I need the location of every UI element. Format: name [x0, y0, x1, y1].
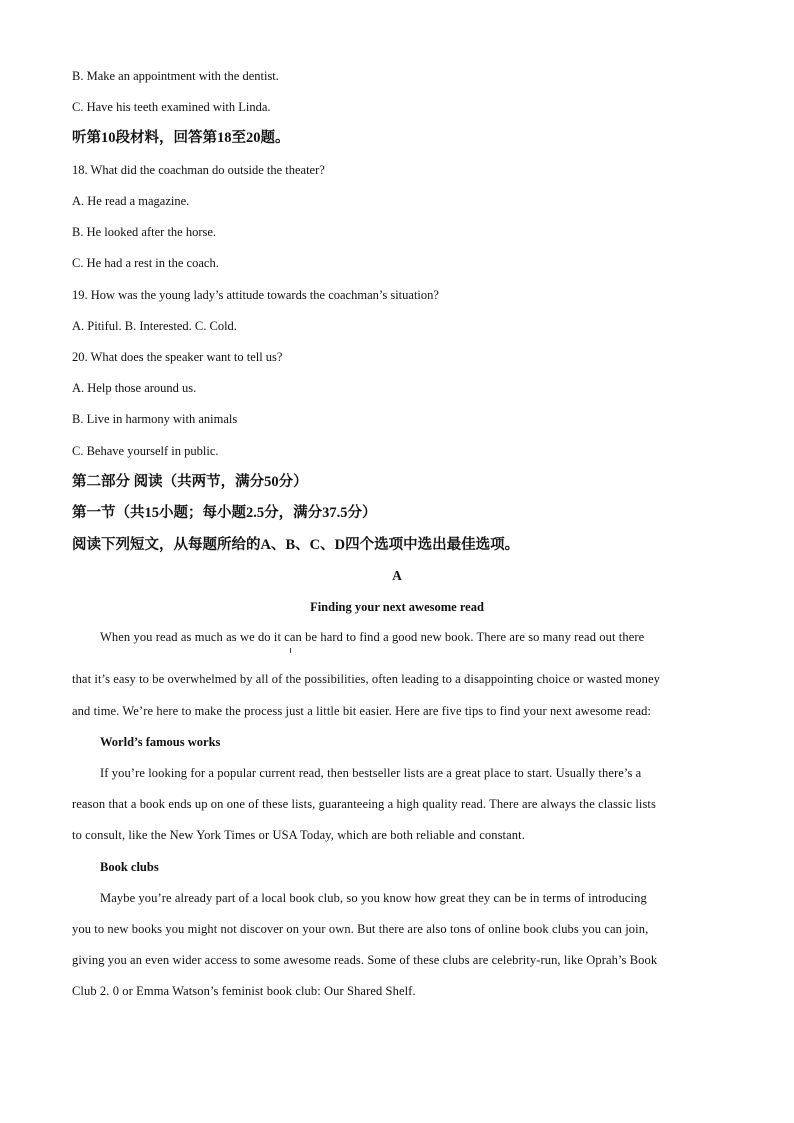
section1-heading: 第一节（共15小题；每小题2.5分，满分37.5分） — [72, 505, 377, 521]
para1-line-2: reason that a book ends up on one of these lists, guaranteeing a high quality read. There are always the classic lists — [72, 797, 656, 811]
para2-line-2: you to new books you might not discover on your own. But there are also tons of online book clubs you can join, — [72, 922, 649, 936]
para1-line-1: If you’re looking for a popular current read, then bestseller lists are a great place to start. Usually there’s a — [100, 766, 642, 780]
intro-line-2: that it’s easy to be overwhelmed by all of the possibilities, often leading to a disappointing choice or wasted money — [72, 672, 660, 686]
q18-option-b: B. He looked after the horse. — [72, 225, 217, 239]
reading-instruction: 阅读下列短文，从每题所给的A、B、C、D四个选项中选出最佳选项。 — [72, 537, 520, 553]
subheading-famous-works: World’s famous works — [100, 735, 221, 749]
q18-question: 18. What did the coachman do outside the theater? — [72, 163, 325, 177]
q20-option-a: A. Help those around us. — [72, 381, 197, 395]
para2-line-4: Club 2. 0 or Emma Watson’s feminist book club: Our Shared Shelf. — [72, 984, 416, 998]
para2-line-3: giving you an even wider access to some awesome reads. Some of these clubs are celebrity-run, like Oprah’s Book — [72, 953, 658, 967]
stray-mark — [290, 648, 291, 653]
q20-option-b: B. Live in harmony with animals — [72, 412, 238, 426]
intro-line-1: When you read as much as we do it can be hard to find a good new book. There are so many read out there — [100, 630, 645, 644]
q19-options: A. Pitiful. B. Interested. C. Cold. — [72, 319, 237, 333]
q17-option-c: C. Have his teeth examined with Linda. — [72, 100, 271, 114]
q20-question: 20. What does the speaker want to tell us? — [72, 350, 283, 364]
q18-option-c: C. He had a rest in the coach. — [72, 256, 219, 270]
passage-letter: A — [392, 568, 402, 583]
passage-title: Finding your next awesome read — [310, 600, 484, 614]
q18-option-a: A. He read a magazine. — [72, 194, 190, 208]
section10-instruction: 听第10段材料，回答第18至20题。 — [72, 130, 290, 146]
para2-line-1: Maybe you’re already part of a local book club, so you know how great they can be in terms of introducing — [100, 891, 647, 905]
q20-option-c: C. Behave yourself in public. — [72, 444, 219, 458]
part2-heading: 第二部分 阅读（共两节，满分50分） — [72, 474, 308, 490]
q19-question: 19. How was the young lady’s attitude towards the coachman’s situation? — [72, 288, 439, 302]
q17-option-b: B. Make an appointment with the dentist. — [72, 69, 279, 83]
para1-line-3: to consult, like the New York Times or USA Today, which are both reliable and constant. — [72, 828, 525, 842]
intro-line-3: and time. We’re here to make the process just a little bit easier. Here are five tips to find your next awesome read: — [72, 704, 652, 718]
subheading-book-clubs: Book clubs — [100, 860, 159, 874]
